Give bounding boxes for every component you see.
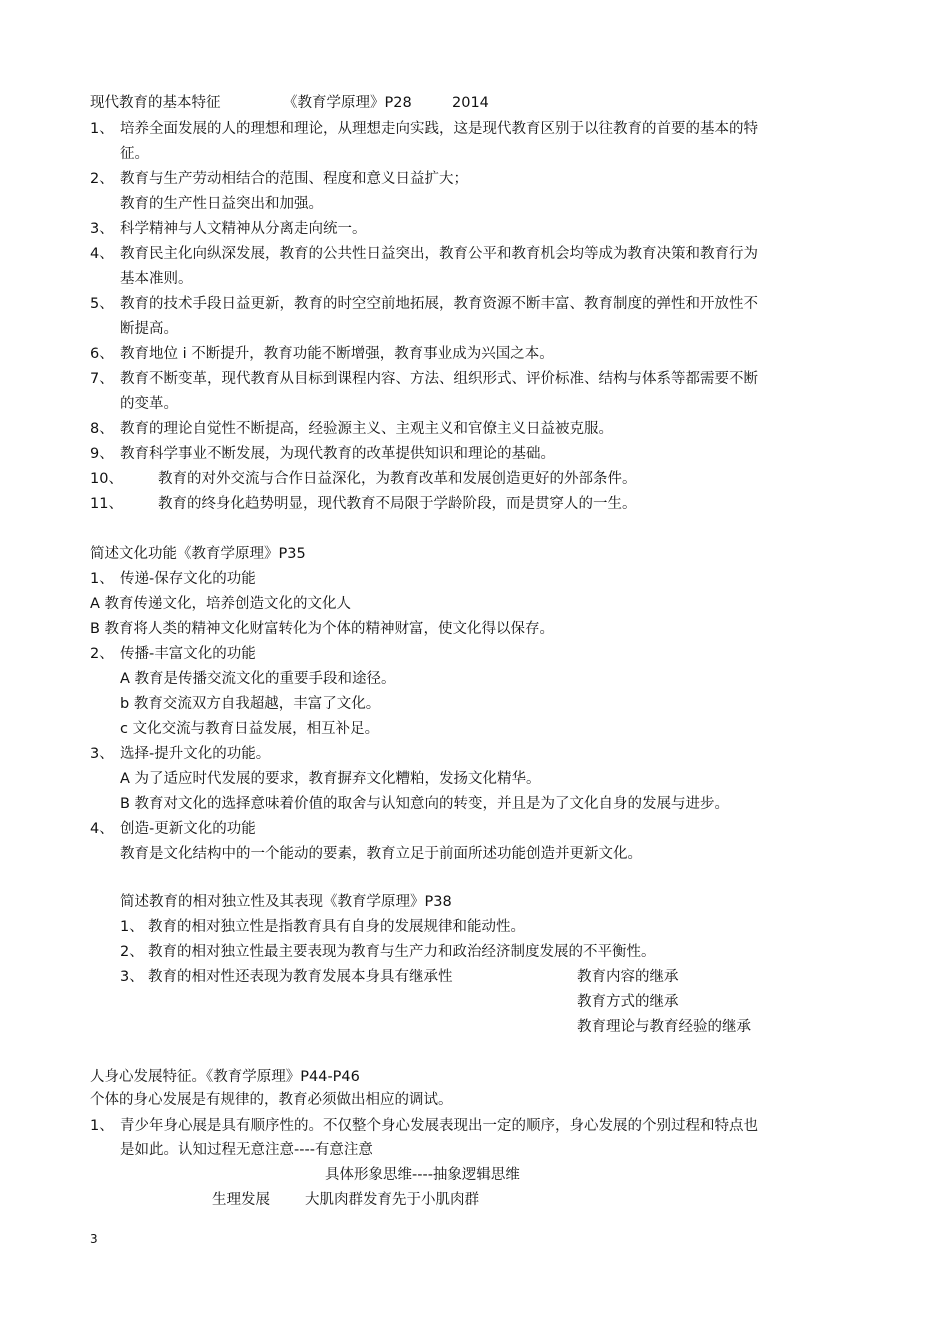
item-text: 教育科学事业不断发展，为现代教育的改革提供知识和理论的基础。 (120, 446, 555, 462)
item-text: 是如此。认知过程无意注意----有意注意 (120, 1142, 373, 1158)
item-text: 基本准则。 (120, 271, 193, 287)
item-number: 7、 (90, 371, 114, 387)
item-text: 教育的相对独立性最主要表现为教育与生产力和政治经济制度发展的不平衡性。 (148, 944, 656, 960)
sub-item-text: B 教育对文化的选择意味着价值的取舍与认知意向的转变，并且是为了文化自身的发展与进步。 (120, 796, 730, 812)
item-text: 教育与生产劳动相结合的范围、程度和意义日益扩大； (120, 171, 468, 187)
item-text: 征。 (120, 146, 149, 162)
item-number: 10、 (90, 471, 123, 487)
inheritance-item: 教育内容的继承 (577, 969, 679, 985)
item-text: 教育的终身化趋势明显，现代教育不局限于学龄阶段，而是贯穿人的一生。 (158, 496, 637, 512)
item-number: 11、 (90, 496, 123, 512)
intro-text: 个体的身心发展是有规律的，教育必须做出相应的调试。 (90, 1092, 453, 1108)
sub-item-text: B 教育将人类的精神文化财富转化为个体的精神财富，使文化得以保存。 (90, 621, 555, 637)
item-number: 4、 (90, 246, 114, 262)
item-text: 科学精神与人文精神从分离走向统一。 (120, 221, 367, 237)
heading-text: 简述文化功能《教育学原理》P35 (90, 546, 306, 562)
item-text: 教育的相对独立性是指教育具有自身的发展规律和能动性。 (148, 919, 525, 935)
item-text: 传播-丰富文化的功能 (120, 646, 256, 662)
item-text: 教育地位 i 不断提升，教育功能不断增强，教育事业成为兴国之本。 (120, 346, 554, 362)
sub-item-text: A 教育是传播交流文化的重要手段和途径。 (120, 671, 396, 687)
item-text: 选择-提升文化的功能。 (120, 746, 271, 762)
item-text: 教育民主化向纵深发展，教育的公共性日益突出，教育公平和教育机会均等成为教育决策和教育行为 (120, 246, 758, 262)
inheritance-item: 教育方式的继承 (577, 994, 679, 1010)
sub-item-text: c 文化交流与教育日益发展，相互补足。 (120, 721, 380, 737)
item-number: 3、 (120, 969, 144, 985)
heading-text: 人身心发展特征。《教育学原理》P44-P46 (90, 1069, 360, 1085)
sub-item-text: A 为了适应时代发展的要求，教育摒弃文化糟粕，发扬文化精华。 (120, 771, 541, 787)
item-text: 教育的相对性还表现为教育发展本身具有继承性 (148, 969, 453, 985)
item-number: 1、 (120, 919, 144, 935)
item-text: 青少年身心展是具有顺序性的。不仅整个身心发展表现出一定的顺序，身心发展的个别过程和特点也 (120, 1118, 758, 1134)
item-text: 断提高。 (120, 321, 178, 337)
page-number: 3 (90, 1232, 98, 1246)
item-text: 传递-保存文化的功能 (120, 571, 256, 587)
item-text: 教育的生产性日益突出和加强。 (120, 196, 323, 212)
item-number: 3、 (90, 746, 114, 762)
heading-year: 2014 (452, 95, 489, 111)
heading-text: 简述教育的相对独立性及其表现《教育学原理》P38 (120, 894, 452, 910)
item-text: 培养全面发展的人的理想和理论，从理想走向实践，这是现代教育区别于以往教育的首要的基本的特 (120, 121, 758, 137)
heading-book-ref: 《教育学原理》P28 (283, 95, 412, 111)
item-text: 教育的技术手段日益更新，教育的时空空前地拓展，教育资源不断丰富、教育制度的弹性和开放性不 (120, 296, 758, 312)
item-text: 教育的理论自觉性不断提高，经验源主义、主观主义和官僚主义日益被克服。 (120, 421, 613, 437)
inheritance-item: 教育理论与教育经验的继承 (577, 1019, 751, 1035)
item-number: 8、 (90, 421, 114, 437)
sub-item-text: b 教育交流双方自我超越，丰富了文化。 (120, 696, 381, 712)
heading-text: 现代教育的基本特征 (90, 95, 221, 111)
item-number: 1、 (90, 121, 114, 137)
item-number: 9、 (90, 446, 114, 462)
item-number: 3、 (90, 221, 114, 237)
item-text: 的变革。 (120, 396, 178, 412)
item-number: 2、 (90, 646, 114, 662)
sub-item-text: 教育是文化结构中的一个能动的要素，教育立足于前面所述功能创造并更新文化。 (120, 846, 642, 862)
item-number: 1、 (90, 1118, 114, 1134)
item-number: 6、 (90, 346, 114, 362)
physiology-label: 生理发展 (212, 1192, 270, 1208)
item-number: 2、 (120, 944, 144, 960)
item-text: 教育不断变革，现代教育从目标到课程内容、方法、组织形式、评价标准、结构与体系等都需要不断 (120, 371, 758, 387)
item-text: 教育的对外交流与合作日益深化，为教育改革和发展创造更好的外部条件。 (158, 471, 637, 487)
item-number: 4、 (90, 821, 114, 837)
item-number: 1、 (90, 571, 114, 587)
item-number: 2、 (90, 171, 114, 187)
item-number: 5、 (90, 296, 114, 312)
item-text: 创造-更新文化的功能 (120, 821, 256, 837)
sub-item-text: A 教育传递文化，培养创造文化的文化人 (90, 596, 352, 612)
thinking-text: 具体形象思维----抽象逻辑思维 (325, 1167, 520, 1183)
physiology-text: 大肌肉群发育先于小肌肉群 (305, 1192, 479, 1208)
